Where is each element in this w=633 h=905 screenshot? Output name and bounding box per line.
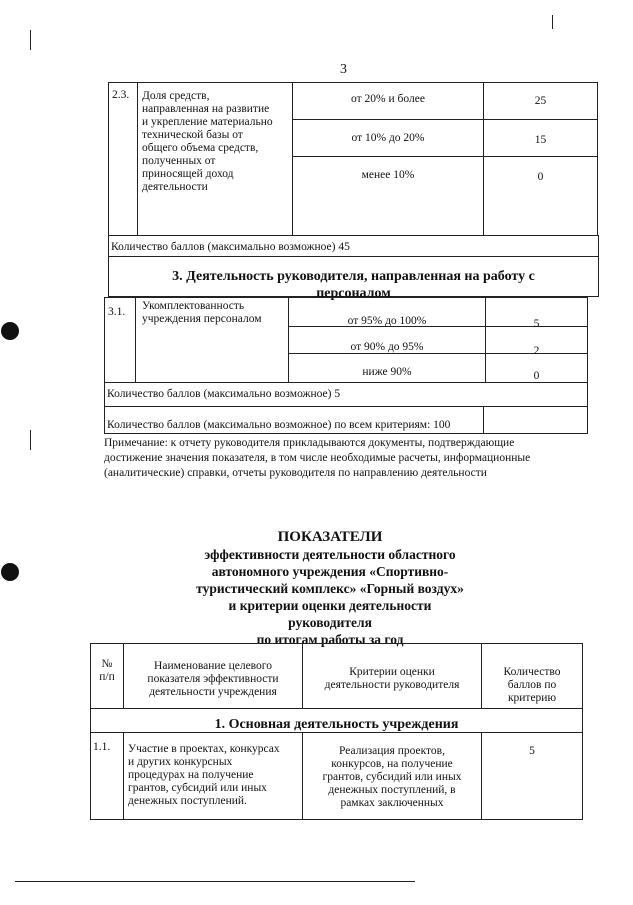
punch-hole-bottom bbox=[1, 563, 19, 581]
criterion-cell: от 10% до 20% bbox=[293, 120, 484, 157]
criterion-cell: от 20% и более bbox=[293, 83, 484, 120]
row-number-cell: 1.1. bbox=[91, 733, 124, 819]
header-points: Количество баллов по критерию bbox=[503, 666, 561, 704]
grand-total-row: Количество баллов (максимально возможное) по всем критериям: 100 bbox=[104, 407, 588, 434]
criterion-cell: Реализация проектов, конкурсов, на получение грантов, субсидий или иных денежных поступлений, в рамках заключенных bbox=[303, 733, 482, 819]
criterion-cell: от 90% до 95% bbox=[289, 327, 486, 354]
points-cell: 5 bbox=[529, 745, 535, 757]
points-cell: 25 bbox=[484, 83, 598, 120]
table-row bbox=[90, 733, 583, 820]
row-number-cell: 3.1. bbox=[105, 298, 136, 382]
table-header-row bbox=[90, 643, 583, 709]
points-cell: 2 bbox=[486, 327, 587, 354]
section-total-row: Количество баллов (максимально возможное) 5 bbox=[104, 382, 588, 407]
header-num: № п/п bbox=[91, 644, 124, 708]
criterion-cell: ниже 90% bbox=[289, 354, 486, 382]
scan-mark bbox=[552, 15, 553, 29]
section-total-row: Количество баллов (максимально возможное) 45 bbox=[108, 235, 599, 257]
scan-mark bbox=[30, 430, 31, 450]
indicators-table bbox=[90, 643, 581, 819]
header-name: Наименование целевого показателя эффективности деятельности учреждения bbox=[124, 644, 303, 708]
header-criteria: Критерии оценки деятельности руководителя bbox=[303, 644, 482, 708]
document-title: ПОКАЗАТЕЛИ эффективности деятельности областного автономного учреждения «Спортивно- туристический комплекс» «Горный воздух» и критерии оценки деятельности руководителя по итогам работы за год bbox=[140, 528, 520, 648]
points-cell: 5 bbox=[486, 298, 587, 327]
bottom-rule bbox=[15, 881, 415, 882]
note-paragraph: Примечание: к отчету руководителя прикладываются документы, подтверждающие достижение значения показателя, в том числе необходимые расчеты, информационные (аналитические) справки, отчеты руководителя по направлению деятельности bbox=[104, 437, 531, 479]
points-cell: 15 bbox=[484, 120, 598, 157]
table-row bbox=[104, 297, 588, 383]
criterion-cell: менее 10% bbox=[293, 157, 484, 236]
page-number: 3 bbox=[340, 62, 347, 77]
indicator-name-cell: Участие в проектах, конкурсах и других конкурсных процедурах на получение грантов, субсидий или иных денежных поступлений. bbox=[124, 733, 303, 819]
indicator-name-cell: Укомплектованность учреждения персоналом bbox=[136, 298, 289, 382]
table-row bbox=[108, 82, 598, 236]
row-number-cell: 2.3. bbox=[109, 83, 138, 236]
points-cell: 0 bbox=[533, 370, 540, 382]
points-cell: 0 bbox=[537, 171, 544, 183]
title-main: ПОКАЗАТЕЛИ bbox=[277, 529, 383, 545]
criterion-cell: от 95% до 100% bbox=[289, 298, 486, 327]
section-heading: 3. Деятельность руководителя, направленная на работу с персоналом bbox=[108, 256, 599, 297]
scan-mark bbox=[30, 30, 31, 50]
indicator-name-cell: Доля средств, направленная на развитие и укрепление материально технической базы от общего объема средств, полученных от приносящей доход деятельности bbox=[138, 83, 293, 236]
section-heading: 1. Основная деятельность учреждения bbox=[90, 708, 583, 733]
punch-hole-top bbox=[1, 322, 19, 340]
